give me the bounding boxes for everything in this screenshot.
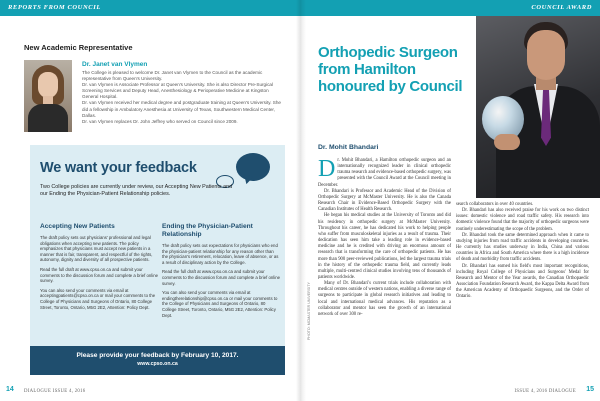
- policy-text: You can also send your comments via email at endingtherelationship@cpso.on.ca or mail your comments to the College of Physicians and Surgeons of Ontario, 80 College Street, Toronto, Ontario, M5G 2E2, Attention: Policy Dept.: [162, 290, 278, 318]
- policy-text: Read the full draft at www.cpso.on.ca and submit your comments to the discussion forum and complete a brief online survey.: [40, 266, 158, 284]
- new-rep-bio: [82, 70, 282, 125]
- speech-bubble-icon: [236, 153, 270, 181]
- article-paragraph: He began his medical studies at the University of Toronto and did his residency in orthopedic surgery at McMaster University. Throughout his career, he has dedicated his work to helping people who suffer from musculoskeletal injuries as a result of trauma. Their dedication has seen him take a leading role in evidence-based medicine and he is credited with driving an enormous amount of research that is transforming the care of orthopedic patients. He has more than 900 peer-reviewed publications, led the largest trauma trials in the history of the orthopedic trauma field, and currently leads multiple, multi-centred clinical studies involving tens of thousands of patients worldwide.: [318, 213, 451, 280]
- section-tag-council-award: COUNCIL AWARD: [531, 4, 592, 11]
- policy-accepting-new-patients: [40, 223, 158, 314]
- article-paragraph: Many of Dr. Bhandari's current trials include collaboration with medical centres outside of western nations, enabling a diverse range of surgeons to participate in global research initiatives and leading to local and international medical advances. His reputation as a collaborator and mentor has seen the growth of an international network of over 300 re-: [318, 281, 451, 317]
- portrait-photo-van-vlymen: [24, 60, 72, 132]
- right-page: [300, 0, 600, 401]
- bio-paragraph: The College is pleased to welcome Dr. Janet van Vlymen to the Council as the academic representative from Queen's University.: [82, 70, 263, 82]
- left-header-bar: [0, 0, 300, 16]
- drop-cap: D: [318, 156, 336, 182]
- feedback-intro: Two College policies are currently under review, our Accepting New Patients and our Ending the Physician-Patient Relationship policies.: [40, 184, 233, 197]
- publication-footer-left: DIALOGUE ISSUE 4, 2016: [24, 389, 86, 394]
- portrait-photo-bhandari: [476, 16, 600, 198]
- article-paragraph: search collaborators in over 40 countries.: [456, 202, 534, 207]
- feedback-title: We want your feedback: [40, 160, 197, 176]
- article-column-2: [456, 202, 589, 301]
- policy-title: Accepting New Patients: [40, 223, 115, 230]
- bio-paragraph: Dr. van Vlymen is Associate Professor at Queen's University. She is also Director Pre-Surgical Screening Services and Deputy Head, Anesthesiology & Perioperative Medicine at Kingston General Hospital.: [82, 82, 273, 100]
- cpso-website-link[interactable]: www.cpso.on.ca: [137, 361, 178, 367]
- article-paragraph: Dr. Bhandari has earned his field's most important recognitions, including Royal College of Physicians and Surgeons' Medal for Research and Mentor of the Year awards, the Canadian Orthopaedic Association Foundation Research Award, the Kappa Delta Award from the American Academy of Orthopaedic Surgeons, and the Order of Ontario.: [456, 263, 589, 300]
- policy-ending-relationship: [162, 223, 280, 322]
- policy-text: The draft policy sets out expectations for physicians who end the physician-patient relationship for any reason other than the physician's retirement, relocation, leave of absence, or as a result of disciplinary action by the College.: [162, 243, 279, 265]
- new-rep-heading: New Academic Representative: [24, 43, 133, 52]
- article-column-1: [318, 158, 451, 318]
- new-rep-name: Dr. Janet van Vlymen: [82, 61, 148, 68]
- policy-text: Read the full draft at www.cpso.on.ca and submit your comments to the discussion forum and complete a brief online survey.: [162, 269, 280, 286]
- right-header-bar: [300, 0, 600, 16]
- article-paragraph: Dr. Mohit Bhandari, a Hamilton orthopedic surgeon and an internationally recognized leader in clinical orthopedic trauma research and evidence-based orthopedic surgery, was presented with the Council Award at the Council meeting in December.: [318, 156, 451, 188]
- feedback-footer: [30, 346, 285, 375]
- publication-footer-right: ISSUE 4, 2016 DIALOGUE: [514, 389, 576, 394]
- page-number-right: 15: [586, 386, 594, 393]
- section-tag-reports-from-council: REPORTS FROM COUNCIL: [8, 4, 101, 11]
- article-paragraph: Dr. Bhandari took the same determined approach when it came to studying injuries from road traffic accidents in developing countries. He currently has studies underway in India, China and various countries in Africa and South America where there is a high incidence of death and morbidity from traffic accidents.: [456, 232, 589, 263]
- bio-paragraph: Dr. van Vlymen replaces Dr. John Jeffrey who served on Council since 2009.: [82, 118, 238, 124]
- photo-credit: PHOTO: MCMASTER UNIVERSITY: [307, 282, 311, 340]
- bio-paragraph: Dr. van Vlymen received her medical degree and postgraduate training at Queen's University. She did a fellowship in Ambulatory Anesthesia at University of Texas, Southwestern Medical Center, Dallas.: [82, 100, 281, 118]
- policy-title: Ending the Physician-Patient Relationship: [162, 223, 253, 238]
- policy-text: You can also send your comments via email at acceptingpatients@cpso.on.ca or mail your comments to the College of Physicians and Surgeons of Ontario, 80 College Street, Toronto, Ontario, M5G 2E2, Attention: Policy Dept.: [40, 287, 156, 310]
- article-byline: Dr. Mohit Bhandari: [318, 144, 379, 151]
- page-number-left: 14: [6, 386, 14, 393]
- policy-text: The draft policy sets out physicians' professional and legal obligations when accepting new patients. The policy emphasizes that physicians must accept new patients in a manner that is fair, transparent, and respectful of the rights, autonomy, dignity and diversity of all prospective patients.: [40, 235, 153, 263]
- article-title: Orthopedic Surgeon from Hamilton honoured by Council: [318, 44, 463, 95]
- article-paragraph: Dr. Bhandari has also received praise for his work on two distinct issues: domestic violence and road traffic safety. His research into domestic violence found that the majority of orthopedic surgeons were routinely underestimating the scope of the problem.: [456, 208, 589, 232]
- article-paragraph: Dr. Bhandari is Professor and Academic Head of the Division of Orthopedic Surgery at McMaster University. He is also the Canada Research Chair in Evidence-Based Orthopedic Surgery with the Canadian Institutes of Health Research.: [318, 188, 451, 213]
- feedback-box: [30, 145, 285, 375]
- feedback-deadline: Please provide your feedback by February 10, 2017.: [76, 352, 239, 359]
